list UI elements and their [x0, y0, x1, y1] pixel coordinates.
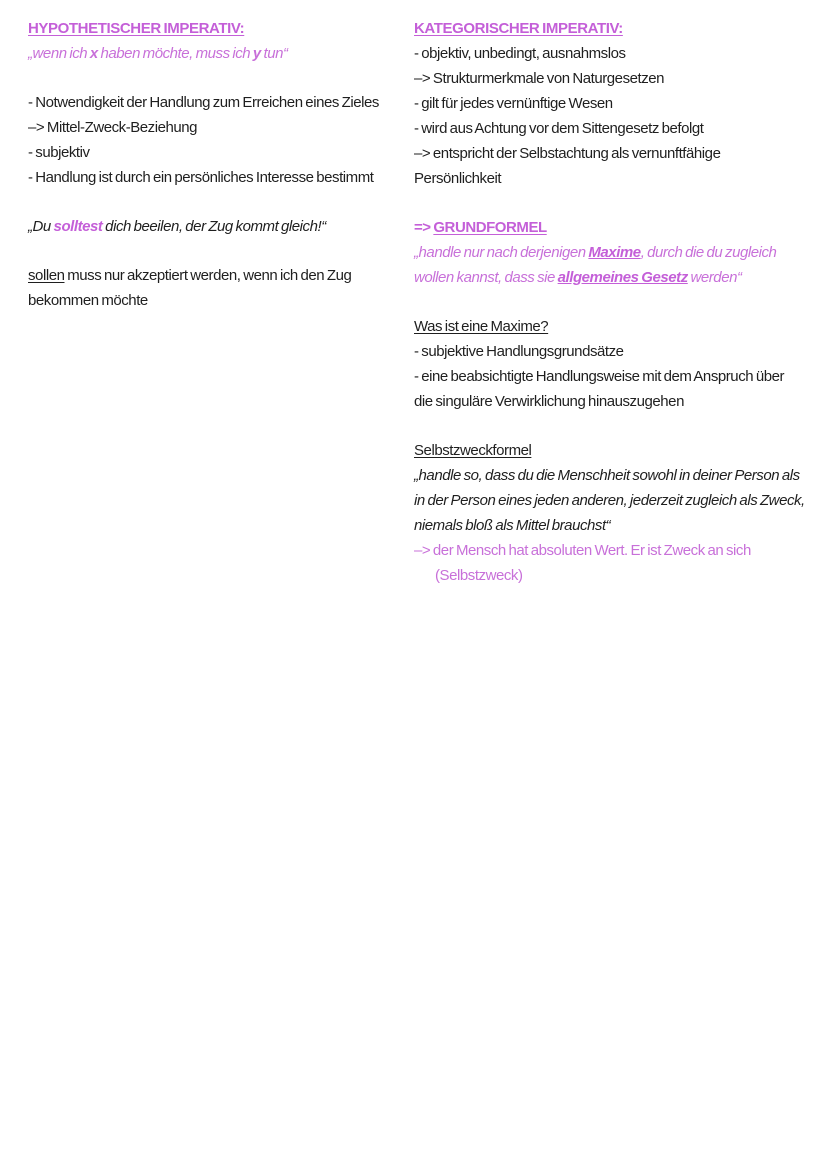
- hypothetical-point: - Notwendigkeit der Handlung zum Erreichen eines Zieles: [28, 94, 379, 111]
- grundformel-quote-line-1: [414, 240, 822, 265]
- formula-part: tun“: [260, 45, 288, 62]
- sollen-note-continued: bekommen möchte: [28, 292, 148, 309]
- spacer: [414, 191, 822, 215]
- categorical-point: Persönlichkeit: [414, 170, 502, 187]
- formula-part: „wenn ich: [28, 45, 90, 62]
- formula-part: haben möchte, muss ich: [97, 45, 253, 62]
- categorical-heading: KATEGORISCHER IMPERATIV:: [414, 20, 623, 37]
- grundformel-quote-line-2: [414, 265, 822, 290]
- hypothetical-imperative-column: [28, 16, 404, 313]
- spacer: [414, 414, 822, 438]
- sollen-note-text: muss nur akzeptiert werden, wenn ich den Zug: [64, 267, 352, 284]
- maxime-question: Was ist eine Maxime?: [414, 318, 549, 335]
- example-part: dich beeilen, der Zug kommt gleich!“: [102, 218, 326, 235]
- categorical-point: - objektiv, unbedingt, ausnahmslos: [414, 45, 626, 62]
- grundformel-part: wollen kannst, dass sie: [414, 269, 558, 286]
- gesetz-emphasis: allgemeines Gesetz: [557, 269, 688, 286]
- maxime-point: die singuläre Verwirklichung hinauszugehen: [414, 393, 684, 410]
- spacer: [28, 190, 404, 214]
- spacer: [28, 66, 404, 90]
- example-quote: [28, 214, 404, 239]
- categorical-imperative-column: [414, 16, 822, 588]
- spacer: [414, 290, 822, 314]
- maxime-point: - subjektive Handlungsgrundsätze: [414, 343, 624, 360]
- example-emphasis: solltest: [53, 218, 103, 235]
- selbstzweck-quote-line: in der Person eines jeden anderen, jederzeit zugleich als Zweck,: [414, 492, 805, 509]
- grundformel-label: GRUNDFORMEL: [433, 219, 547, 236]
- selbstzweck-title: Selbstzweckformel: [414, 442, 532, 459]
- selbstzweck-conclusion: –> der Mensch hat absoluten Wert. Er ist Zweck an sich: [414, 542, 751, 559]
- hypothetical-formula: [28, 41, 404, 66]
- grundformel-heading: [414, 215, 822, 240]
- formula-x: x: [89, 45, 98, 62]
- categorical-point: - wird aus Achtung vor dem Sittengesetz befolgt: [414, 120, 704, 137]
- categorical-point: –> Strukturmerkmale von Naturgesetzen: [414, 70, 665, 87]
- grundformel-arrow: =>: [414, 219, 434, 236]
- grundformel-part: werden“: [687, 269, 742, 286]
- hypothetical-point: - subjektiv: [28, 144, 90, 161]
- formula-y: y: [252, 45, 261, 62]
- categorical-point: –> entspricht der Selbstachtung als vernunftfähige: [414, 145, 721, 162]
- categorical-point: - gilt für jedes vernünftige Wesen: [414, 95, 613, 112]
- selbstzweck-quote-line: niemals bloß als Mittel brauchst“: [414, 517, 611, 534]
- maxime-point: - eine beabsichtigte Handlungsweise mit dem Anspruch über: [414, 368, 785, 385]
- sollen-word: sollen: [28, 267, 65, 284]
- spacer: [28, 239, 404, 263]
- selbstzweck-conclusion-continued: (Selbstzweck): [435, 567, 523, 584]
- sollen-note: [28, 263, 404, 288]
- maxime-emphasis: Maxime: [588, 244, 641, 261]
- hypothetical-point: - Handlung ist durch ein persönliches Interesse bestimmt: [28, 169, 374, 186]
- grundformel-part: , durch die du zugleich: [640, 244, 777, 261]
- grundformel-part: „handle nur nach derjenigen: [414, 244, 589, 261]
- example-part: „Du: [28, 218, 54, 235]
- hypothetical-heading: HYPOTHETISCHER IMPERATIV:: [28, 20, 245, 37]
- hypothetical-point: –> Mittel-Zweck-Beziehung: [28, 119, 198, 136]
- selbstzweck-quote-line: „handle so, dass du die Menschheit sowohl in deiner Person als: [414, 467, 800, 484]
